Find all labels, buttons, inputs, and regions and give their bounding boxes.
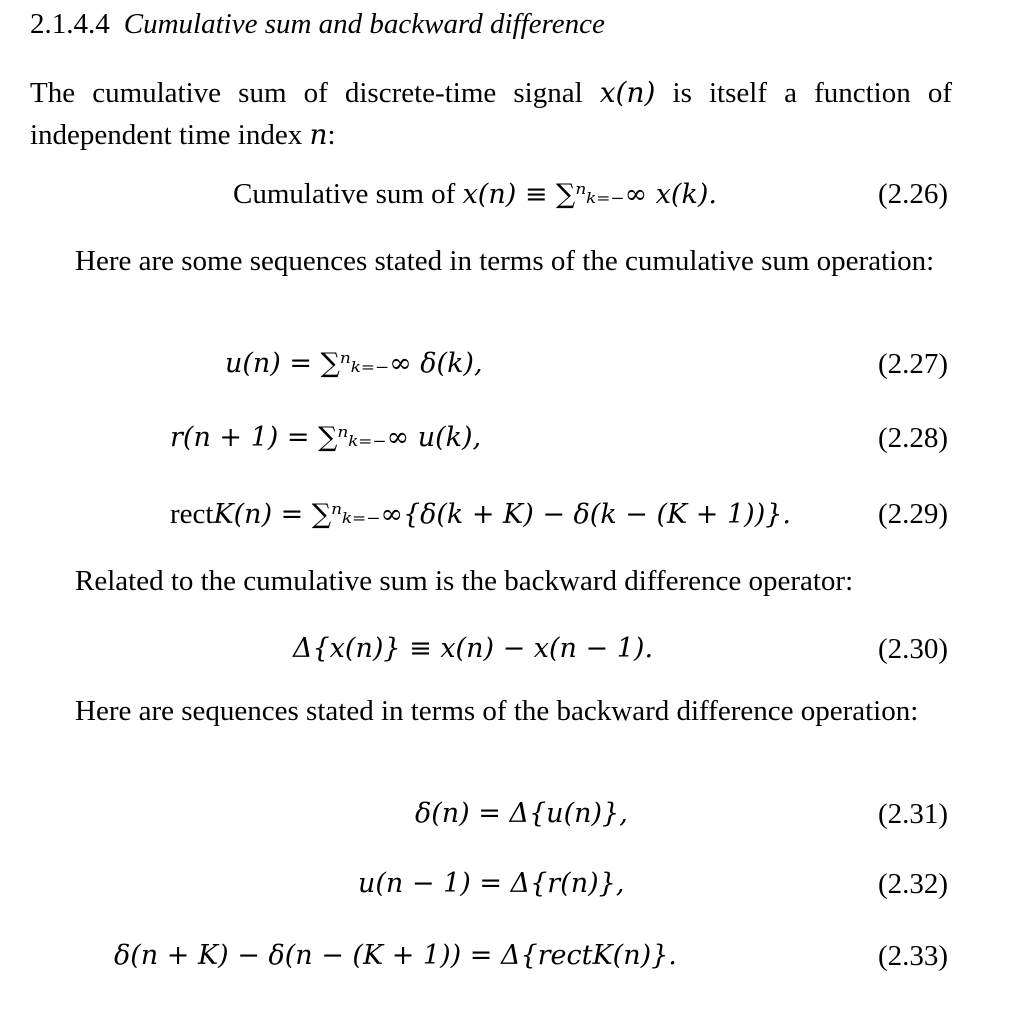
paragraph-text: : [327, 119, 336, 151]
equation-body: u(n) = ∑ⁿₖ₌₋∞ δ(k), [225, 348, 483, 379]
equation-body: K(n) = ∑ⁿₖ₌₋∞{δ(k + K) − δ(k − (K + 1))}. [213, 499, 791, 530]
equation-number: (2.26) [878, 178, 949, 210]
inline-math: x(n) [599, 76, 656, 109]
paragraph-intro [30, 72, 952, 156]
paragraph-cumsum-intro: Here are some sequences stated in terms of the cumulative sum operation: [75, 245, 935, 277]
section-number: 2.1.4.4 [30, 8, 110, 40]
section-heading [30, 8, 605, 41]
equation-body: δ(n) = Δ{u(n)}, [415, 798, 628, 829]
equation-number: (2.33) [878, 940, 949, 972]
equation-body: r(n + 1) = ∑ⁿₖ₌₋∞ u(k), [170, 422, 482, 453]
inline-math: n [309, 118, 328, 151]
equation-body: δ(n + K) − δ(n − (K + 1)) = Δ{rectK(n)}. [114, 940, 677, 971]
equation-number: (2.31) [878, 798, 949, 830]
paragraph-text: The cumulative sum of discrete-time signal [30, 77, 600, 109]
equation-body: u(n − 1) = Δ{r(n)}, [358, 868, 625, 899]
equation-number: (2.29) [878, 498, 949, 530]
section-title: Cumulative sum and backward difference [123, 8, 605, 40]
equation-number: (2.27) [878, 348, 949, 380]
equation-number: (2.28) [878, 422, 949, 454]
equation-text: rect [170, 498, 214, 530]
equation-body: Δ{x(n)} ≡ x(n) − x(n − 1). [293, 633, 654, 664]
equation-number: (2.30) [878, 633, 949, 665]
equation-number: (2.32) [878, 868, 949, 900]
equation-text: Cumulative sum of [233, 178, 463, 210]
equation-body: x(n) ≡ ∑ⁿₖ₌₋∞ x(k). [462, 179, 717, 210]
paragraph-difference-intro: Related to the cumulative sum is the backward difference operator: [75, 565, 854, 597]
paragraph-text: is itself a function of independent time index [30, 77, 952, 151]
paragraph-difference-sequences: Here are sequences stated in terms of the backward difference operation: [75, 695, 919, 727]
